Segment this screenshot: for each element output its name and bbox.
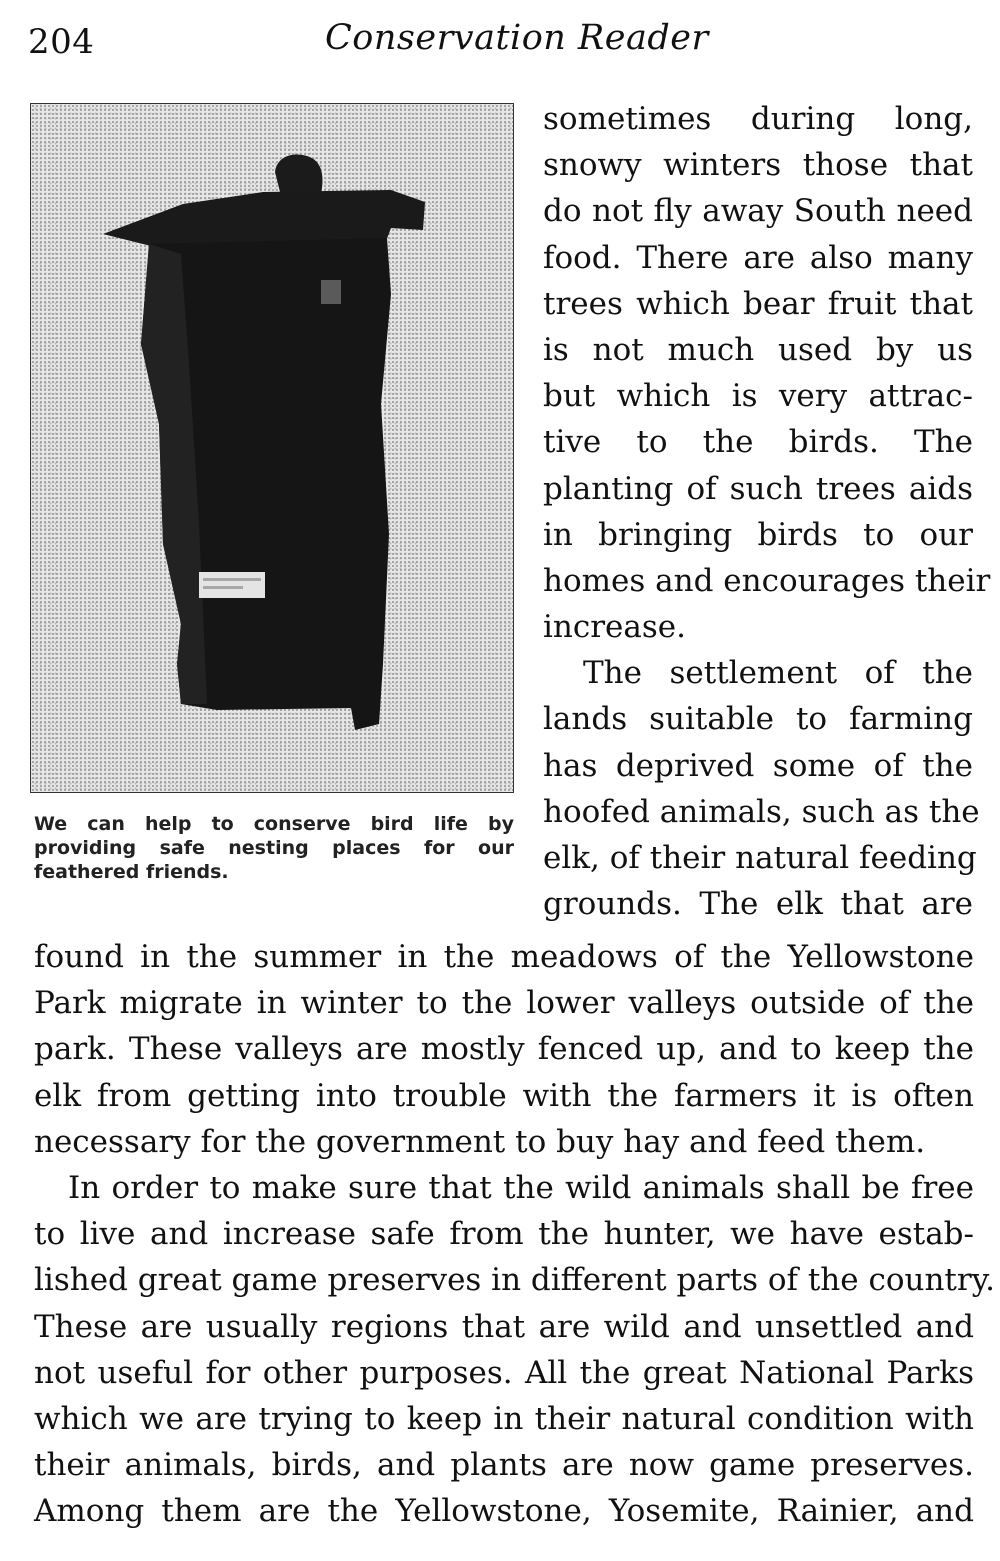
column-line: but which is very attrac- [543, 378, 973, 415]
column-line: in bringing birds to our [543, 516, 973, 553]
body-line: which we are trying to keep in their natural condition with [34, 1400, 974, 1437]
column-line: do not fly away South need [543, 193, 973, 230]
body-line: found in the summer in the meadows of the Yellowstone [34, 939, 974, 975]
body-line: elk from getting into trouble with the farmers it is often [34, 1077, 974, 1114]
column-line: lands suitable to farming [543, 701, 973, 738]
column-line: The settlement of the [583, 655, 973, 692]
body-line: to live and increase safe from the hunter, we have estab- [34, 1216, 974, 1253]
column-line: homes and encourages their [543, 562, 991, 599]
birdhouse-entrance-label [199, 572, 265, 598]
side-column-text [543, 96, 991, 927]
body-line: Park migrate in winter to the lower valleys outside of the [34, 985, 974, 1022]
body-line: Among them are the Yellowstone, Yosemite, Rainier, and [34, 1493, 974, 1530]
column-line: is not much used by us [543, 331, 973, 368]
body-line: not useful for other purposes. All the great National Parks [34, 1354, 974, 1391]
body-line: lished great game preserves in different parts of the country. [34, 1262, 995, 1299]
birdhouse-photo [30, 103, 514, 793]
column-line: food. There are also many [543, 239, 973, 276]
running-head: Conservation Reader [325, 18, 709, 58]
column-line: elk, of their natural feeding [543, 840, 977, 876]
birdhouse-illustration [31, 104, 514, 793]
birdhouse-roof-knob [275, 155, 322, 196]
birdhouse-vent [321, 280, 341, 304]
column-line: snowy winters those that [543, 147, 973, 184]
column-line: grounds. The elk that are [543, 886, 973, 923]
body-line: These are usually regions that are wild and unsettled and [34, 1308, 974, 1345]
figure-caption: We can help to conserve bird life by providing safe nesting places for our feathered friends. [34, 813, 514, 883]
column-line: sometimes during long, [543, 101, 973, 137]
column-line: trees which bear fruit that [543, 285, 973, 322]
full-width-text [34, 934, 995, 1534]
body-line: In order to make sure that the wild animals shall be free [68, 1169, 974, 1206]
column-line: increase. [543, 609, 686, 646]
body-line: necessary for the government to buy hay and feed them. [34, 1123, 926, 1160]
column-line: planting of such trees aids [543, 470, 973, 507]
body-line: their animals, birds, and plants are now game preserves. [34, 1447, 974, 1484]
column-line: tive to the birds. The [543, 424, 973, 461]
page-number: 204 [28, 22, 95, 62]
column-line: has deprived some of the [543, 747, 973, 784]
birdhouse-roof [103, 190, 425, 246]
body-line: park. These valleys are mostly fenced up, and to keep the [34, 1031, 974, 1068]
column-line: hoofed animals, such as the [543, 793, 980, 830]
